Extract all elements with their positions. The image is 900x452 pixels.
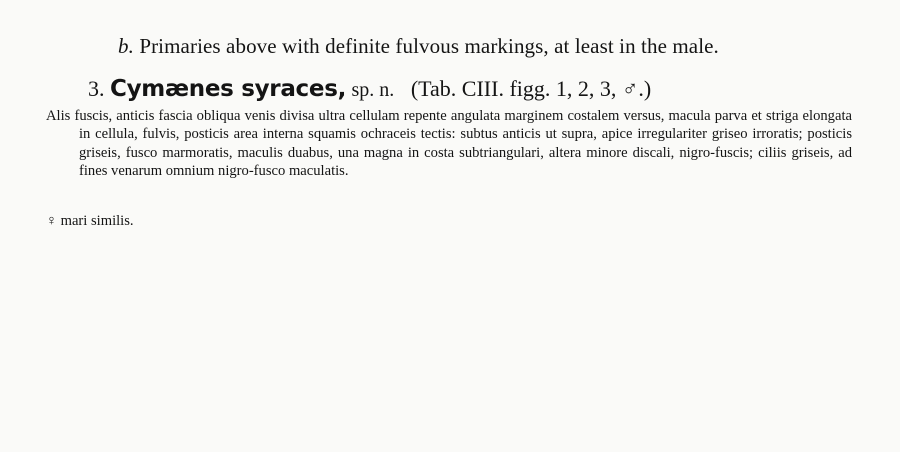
species-heading [88, 76, 651, 102]
species-status: sp. n. [351, 79, 395, 101]
section-heading-text: Primaries above with definite fulvous markings, at least in the male. [139, 34, 719, 58]
plate-reference: (Tab. CIII. figg. 1, 2, 3, ♂.) [410, 76, 652, 101]
species-number: 3. [88, 76, 105, 101]
female-note: ♀ mari similis. [46, 213, 134, 229]
section-heading [118, 34, 719, 59]
section-letter: b. [118, 34, 134, 58]
species-name: Cymænes syraces, [110, 76, 347, 102]
species-description: Alis fuscis, anticis fascia obliqua venis divisa ultra cellulam repente angulata marginem costalem versus, macula parva et striga elongata in cellula, fulvis, posticis area interna squamis ochraceis tectis: subtus anticis ut supra, apice irregulariter griseo irroratis; posticis griseis, fusco marmoratis, maculis duabus, una magna in costa subtriangulari, altera minore discali, nigro-fuscis; ciliis griseis, ad fines venarum omnium nigro-fusco maculatis. [46, 108, 852, 180]
